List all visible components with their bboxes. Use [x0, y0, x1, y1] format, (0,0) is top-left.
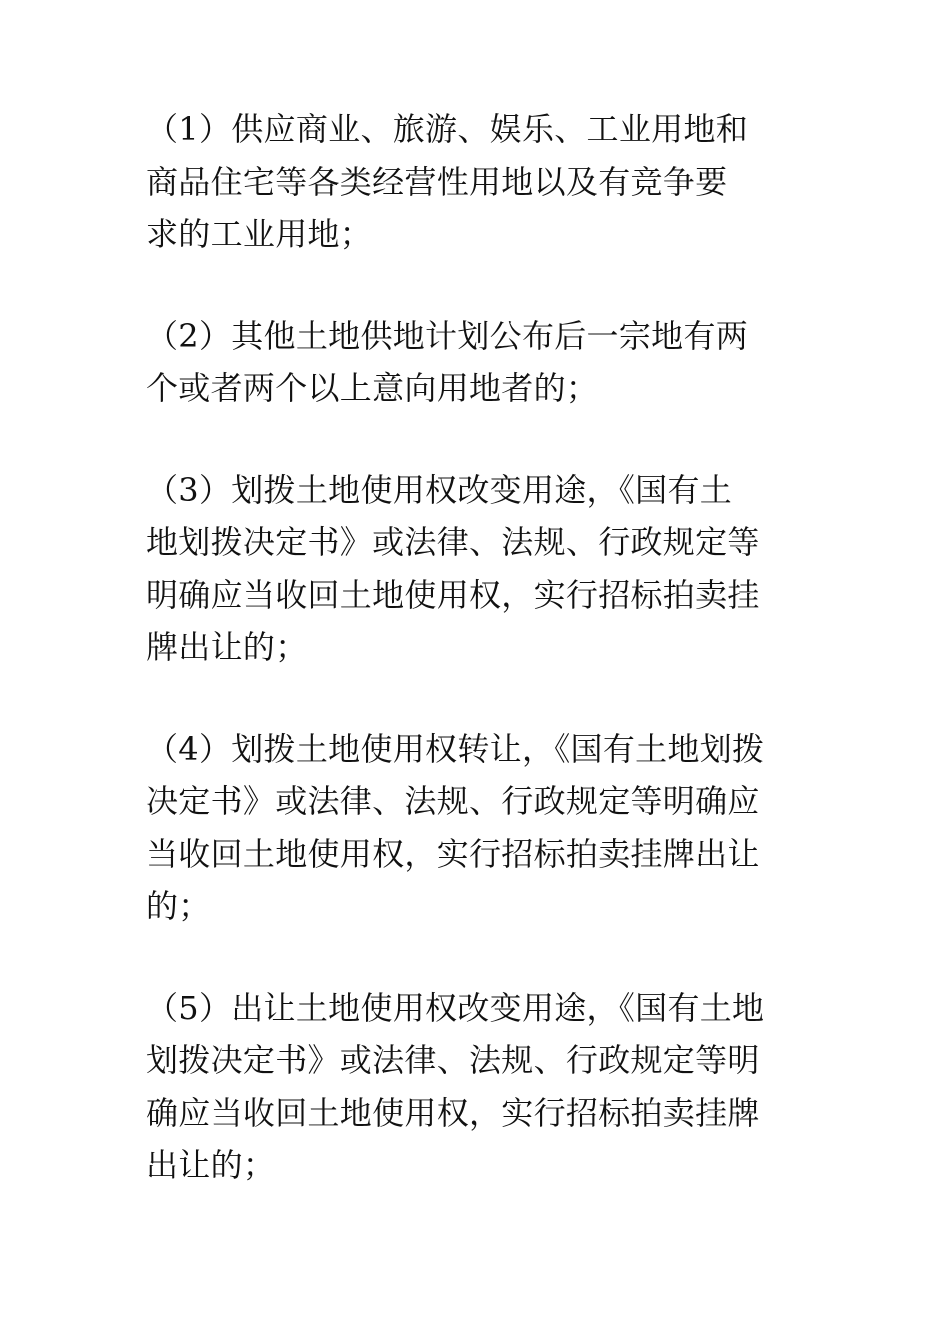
paragraph-2-line-1: （2）其他土地供地计划公布后一宗地有两 [146, 316, 749, 355]
paragraph-5-line-3: 确应当收回土地使用权，实行招标拍卖挂牌 [146, 1093, 760, 1132]
paragraph-1-line-3: 求的工业用地； [146, 215, 373, 253]
paragraph-3-line-4: 牌出让的； [146, 628, 308, 666]
paragraph-5-line-4: 出让的； [146, 1146, 276, 1184]
paragraph-1-line-2: 商品住宅等各类经营性用地以及有竞争要 [146, 162, 728, 201]
paragraph-5-line-1: （5）出让土地使用权改变用途，《国有土地 [146, 988, 765, 1027]
paragraph-3-line-3: 明确应当收回土地使用权，实行招标拍卖挂 [146, 575, 760, 614]
paragraph-3-line-2: 地划拨决定书》或法律、法规、行政规定等 [146, 523, 760, 561]
paragraph-2 [146, 310, 808, 415]
document-body [146, 103, 808, 1241]
paragraph-4-line-3: 当收回土地使用权，实行招标拍卖挂牌出让 [146, 834, 760, 873]
paragraph-4-line-2: 决定书》或法律、法规、行政规定等明确应 [146, 782, 760, 820]
paragraph-2-line-2: 个或者两个以上意向用地者的； [146, 369, 599, 407]
paragraph-5 [146, 982, 808, 1192]
paragraph-3 [146, 464, 808, 674]
paragraph-4 [146, 723, 808, 933]
paragraph-3-line-1: （3）划拨土地使用权改变用途，《国有土 [146, 470, 733, 509]
paragraph-1-line-1: （1）供应商业、旅游、娱乐、工业用地和 [146, 110, 749, 148]
paragraph-4-line-1: （4）划拨土地使用权转让，《国有土地划拨 [146, 729, 765, 768]
paragraph-1 [146, 103, 808, 261]
paragraph-5-line-2: 划拨决定书》或法律、法规、行政规定等明 [146, 1041, 760, 1079]
paragraph-4-line-4: 的； [146, 887, 211, 925]
